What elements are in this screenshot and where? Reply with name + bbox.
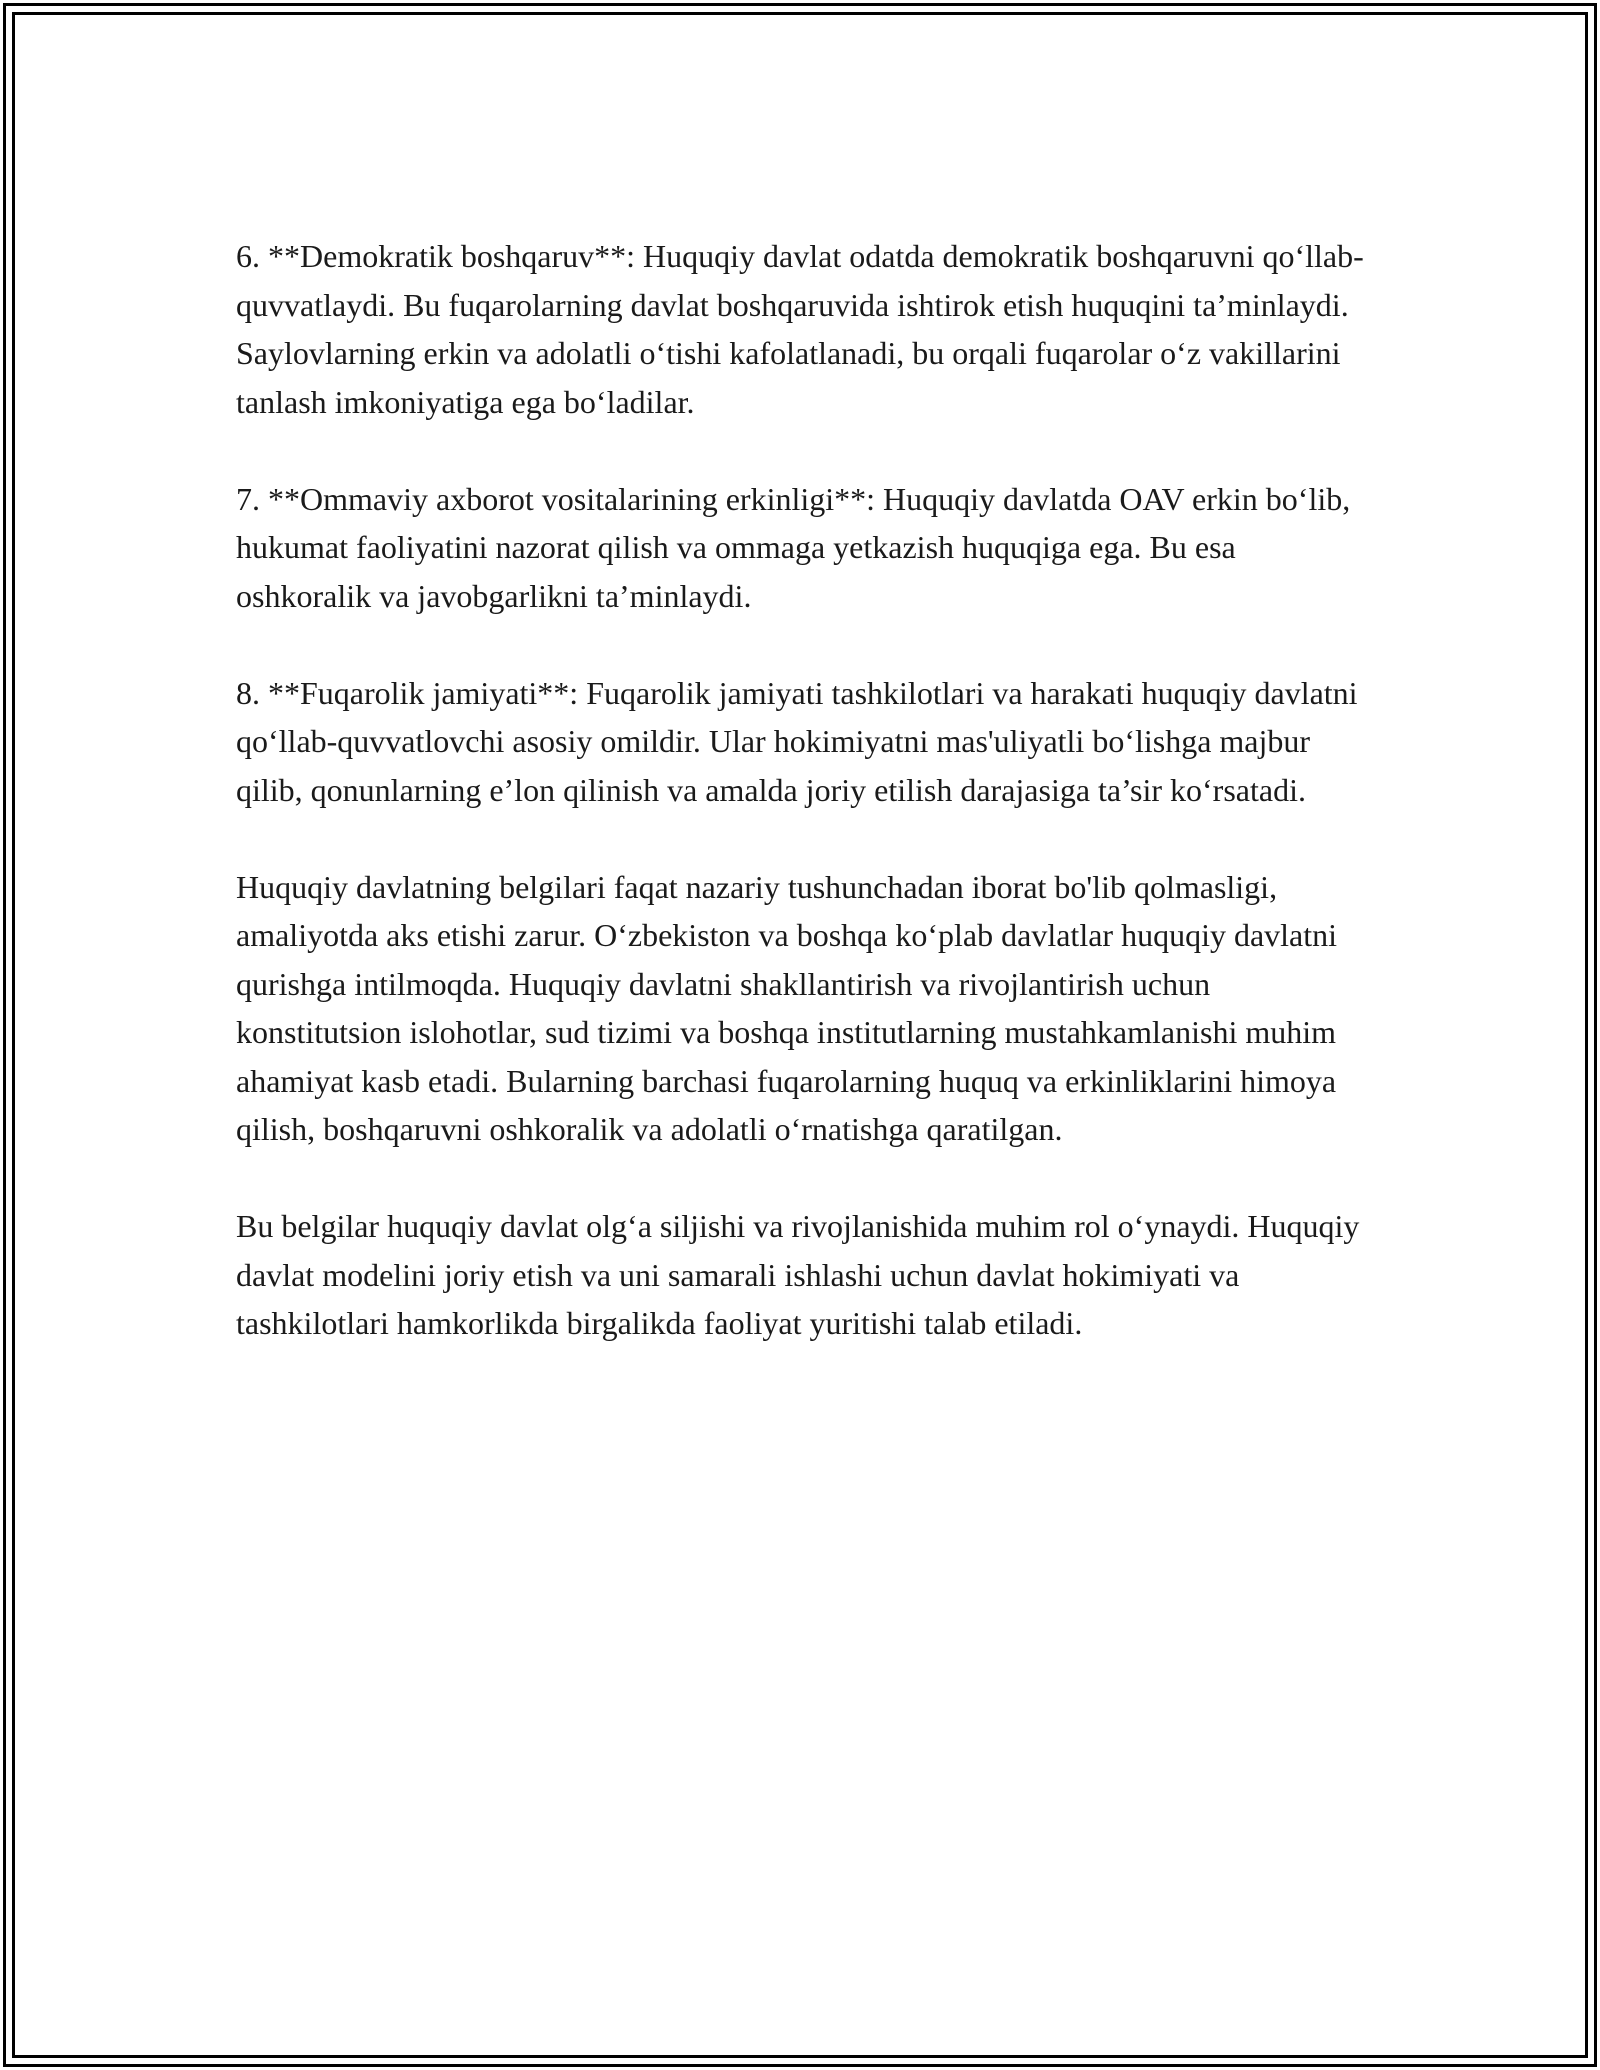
paragraph-conclusion: Bu belgilar huquqiy davlat olg‘a siljishi va rivojlanishida muhim rol o‘ynaydi. Huquqiy davlat modelini joriy etish va uni samarali ishlashi uchun davlat hokimiyati va tashkilotlari hamkorlikda birgalikda faoliyat yuritishi talab etiladi. — [236, 1208, 1360, 1341]
document-body — [236, 232, 1376, 1396]
paragraph-media-freedom: 7. **Ommaviy axborot vositalarining erkinligi**: Huquqiy davlatda OAV erkin bo‘lib, hukumat faoliyatini nazorat qilish va ommaga yetkazish huquqiga ega. Bu esa oshkoralik va javobgarlikni ta’minlaydi. — [236, 480, 1351, 614]
paragraph-democratic-governance: 6. **Demokratik boshqaruv**: Huquqiy davlat odatda demokratik boshqaruvni qo‘llab-quvvatlaydi. Bu fuqarolarning davlat boshqaruvida ishtirok etish huquqini ta’minlaydi. Saylovlarning erkin va adolatli o‘tishi kafolatlanadi, bu orqali fuqarolar o‘z vakillarini tanlash imkoniyatiga ega bo‘ladilar. — [236, 238, 1364, 420]
paragraph-rule-of-law-practice: Huquqiy davlatning belgilari faqat nazariy tushunchadan iborat bo'lib qolmasligi, amaliyotda aks etishi zarur. O‘zbekiston va boshqa ko‘plab davlatlar huquqiy davlatni qurishga intilmoqda. Huquqiy davlatni shakllantirish va rivojlantirish uchun konstitutsion islohotlar, sud tizimi va boshqa institutlarning mustahkamlanishi muhim ahamiyat kasb etadi. Bularning barchasi fuqarolarning huquq va erkinliklarini himoya qilish, boshqaruvni oshkoralik va adolatli o‘rnatishga qaratilgan. — [236, 868, 1338, 1147]
paragraph-civil-society: 8. **Fuqarolik jamiyati**: Fuqarolik jamiyati tashkilotlari va harakati huquqiy davlatni qo‘llab-quvvatlovchi asosiy omildir. Ular hokimiyatni mas'uliyatli bo‘lishga majbur qilib, qonunlarning e’lon qilinish va amalda joriy etilish darajasiga ta’sir ko‘rsatadi. — [236, 674, 1358, 808]
